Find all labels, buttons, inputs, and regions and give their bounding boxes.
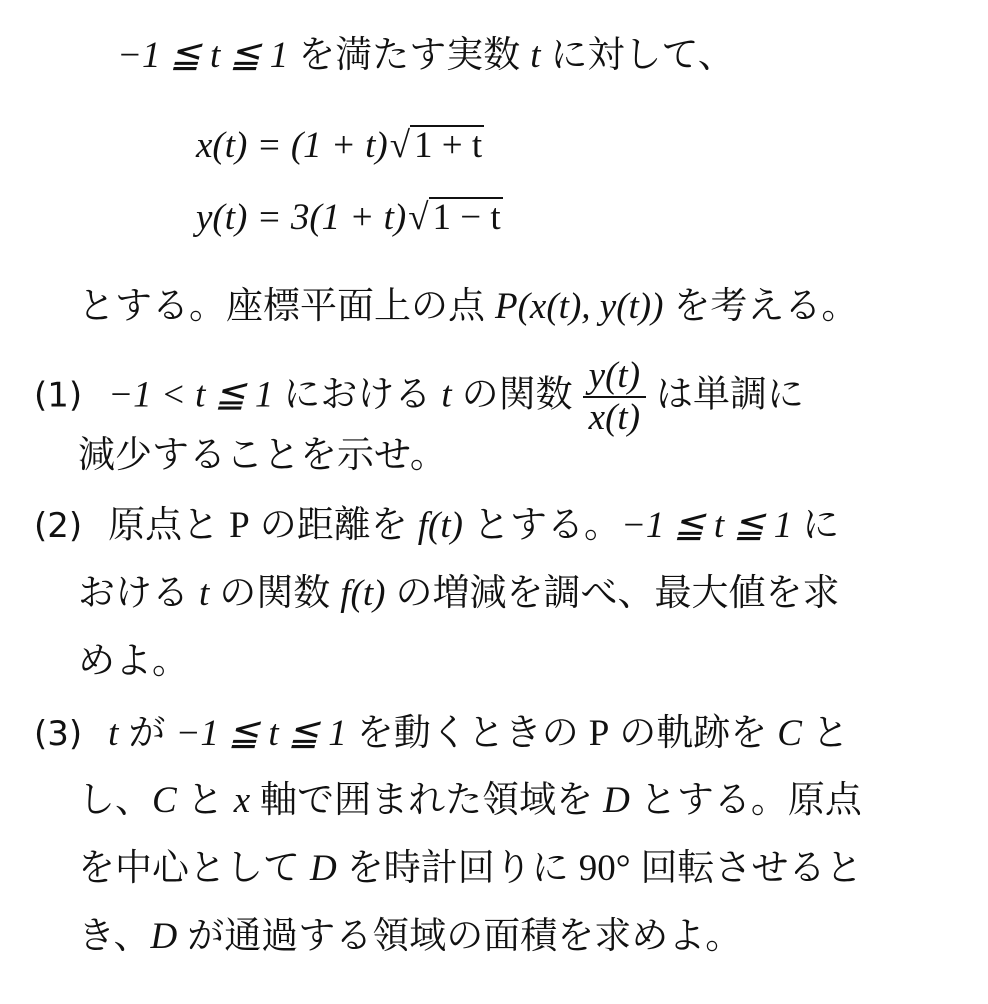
intro-var-t: t [530, 35, 541, 76]
q1-text-c: は単調に [656, 372, 805, 416]
q3-line3-D: D [310, 848, 337, 889]
q3-line2-C: C [152, 780, 177, 821]
q3-line3-deg: 90° [578, 848, 631, 889]
intro-text-after: を満たす実数 [298, 33, 521, 76]
equation-x-lhs: x(t) = (1 + t) [196, 125, 388, 166]
q2-condition: −1 ≦ t ≦ 1 [620, 505, 793, 546]
setup-point: P(x(t), y(t)) [495, 286, 664, 327]
sqrt-y-radicand: 1 − t [429, 197, 503, 237]
q1-line2-text: 減少することを示せ。 [78, 433, 447, 476]
q3-line3-c: 回転させると [640, 846, 863, 889]
q3-line2-a: し、 [78, 778, 152, 821]
q3-C: C [777, 713, 802, 754]
setup-line [78, 284, 858, 329]
setup-text-a: とする。座標平面上の点 [78, 284, 485, 327]
q3-line4 [78, 914, 742, 959]
q3-line4-D: D [150, 916, 178, 957]
q2-point: P [229, 505, 250, 546]
q2-line2-c: の増減を調べ、最大値を求 [395, 571, 840, 614]
setup-text-b: を考える。 [673, 284, 859, 327]
q1-frac-den: x(t) [588, 397, 641, 438]
q3-text-d: と [811, 711, 849, 754]
q3-line3 [78, 846, 863, 891]
intro-line [117, 33, 735, 78]
q3-line4-a: き、 [78, 914, 151, 957]
q1-condition: −1 < t ≦ 1 [108, 374, 274, 416]
q3-point: P [588, 713, 610, 754]
equation-y [196, 196, 503, 240]
q3-line2-c: 軸で囲まれた領域を [260, 778, 594, 821]
q3-line2-D: D [603, 780, 630, 821]
q3-line1 [34, 711, 849, 756]
q1-text-b: の関数 [461, 372, 573, 416]
q3-line3-a: を中心として [78, 846, 300, 889]
q1-line1 [34, 356, 804, 438]
sqrt-y: √ 1 − t [408, 197, 501, 238]
q2-line2-b: の関数 [219, 571, 331, 614]
q2-line2 [78, 571, 839, 616]
q3-line2-x: x [233, 780, 251, 821]
equation-x [196, 124, 484, 168]
q2-line3-text: めよ。 [78, 639, 189, 682]
q1-fraction [583, 356, 646, 438]
q3-line3-b: を時計回りに [346, 846, 569, 889]
q3-text-b: を動くときの [356, 711, 579, 754]
q2-line2-t: t [199, 573, 210, 614]
q1-label: (1) [34, 375, 83, 416]
q3-line2-b: と [186, 778, 224, 821]
q1-frac-num: y(t) [583, 356, 646, 398]
sqrt-x-radicand: 1 + t [410, 125, 484, 165]
q2-line2-a: おける [78, 571, 189, 614]
intro-text-end: に対して、 [550, 33, 735, 76]
q1-text-a: における [283, 372, 432, 416]
q3-t: t [108, 713, 119, 754]
q3-line2 [78, 778, 862, 823]
q3-text-a: が [128, 711, 166, 754]
q2-text-c: とする。 [472, 503, 621, 546]
q3-line4-b: が通過する領域の面積を求めよ。 [187, 914, 743, 957]
q3-line2-d: とする。原点 [639, 778, 862, 821]
q1-var: t [441, 374, 452, 416]
q2-line2-f: f(t) [340, 573, 386, 614]
q2-f: f(t) [417, 505, 463, 546]
sqrt-x: √ 1 + t [389, 125, 483, 166]
q2-text-b: の距離を [259, 503, 408, 546]
q3-label: (3) [34, 714, 83, 754]
q3-text-c: の軌跡を [619, 711, 768, 754]
q2-line3 [78, 639, 189, 683]
q2-text-d: に [802, 503, 840, 546]
q3-condition: −1 ≦ t ≦ 1 [175, 713, 347, 754]
q2-line1 [34, 503, 839, 548]
q2-label: (2) [34, 506, 83, 546]
intro-condition: −1 ≦ t ≦ 1 [117, 35, 289, 76]
q1-line2 [78, 433, 447, 477]
equation-y-lhs: y(t) = 3(1 + t) [196, 197, 407, 238]
q2-text-a: 原点と [108, 503, 220, 546]
